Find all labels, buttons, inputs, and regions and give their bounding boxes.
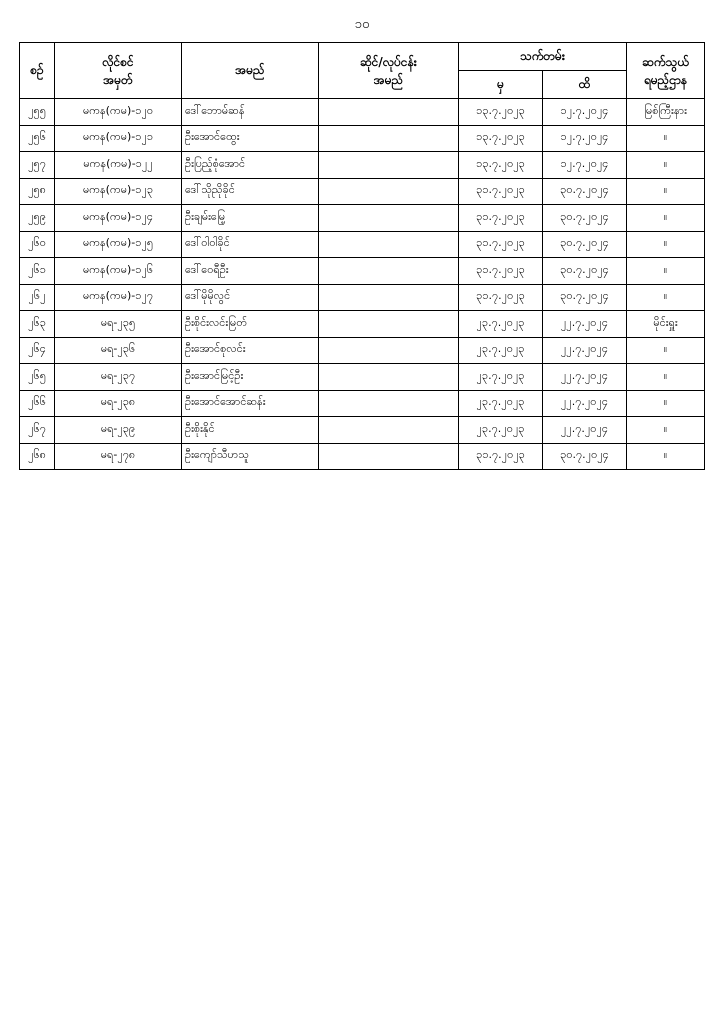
cell-license: မကန(ကမ)-၁၂၇ <box>55 284 182 311</box>
cell-contact: ။ <box>627 125 705 152</box>
cell-from: ၃၁.၇.၂၀၂၃ <box>459 205 543 232</box>
cell-contact: ။ <box>627 284 705 311</box>
cell-shop <box>319 417 459 444</box>
table-row <box>20 443 705 470</box>
cell-from: ၃၁.၇.၂၀၂၃ <box>459 231 543 258</box>
table-row <box>20 99 705 126</box>
table-row <box>20 205 705 232</box>
cell-contact: မြစ်ကြီးနား <box>627 99 705 126</box>
cell-no: ၂၆၆ <box>20 390 55 417</box>
cell-name: ဦးအောင်မြင့်ဦး <box>182 364 319 391</box>
header-shop <box>319 43 459 99</box>
cell-shop <box>319 364 459 391</box>
cell-name: ဒေါ်ဝေရီဦး <box>182 258 319 285</box>
page-number: ၁၀ <box>354 17 370 32</box>
cell-name: ဒေါ်သိုညိုခိုင် <box>182 178 319 205</box>
cell-contact: မိုင်းရှူး <box>627 311 705 338</box>
table-body <box>20 99 705 470</box>
header-to: ထိ <box>543 71 627 99</box>
table-row <box>20 152 705 179</box>
cell-license: မကန(ကမ)-၁၂၅ <box>55 231 182 258</box>
cell-to: ၂၂.၇.၂၀၂၄ <box>543 311 627 338</box>
cell-contact: ။ <box>627 417 705 444</box>
cell-from: ၂၃.၇.၂၀၂၃ <box>459 337 543 364</box>
cell-from: ၃၁.၇.၂၀၂၃ <box>459 284 543 311</box>
cell-name: ဦးအောင်စုလင်း <box>182 337 319 364</box>
header-contact <box>627 43 705 99</box>
header-license-line2: အမှတ် <box>103 72 133 87</box>
table-row <box>20 125 705 152</box>
table-row <box>20 390 705 417</box>
cell-to: ၃၀.၇.၂၀၂၄ <box>543 231 627 258</box>
cell-from: ၁၃.၇.၂၀၂၃ <box>459 152 543 179</box>
cell-license: မရ-၂၃၉ <box>55 417 182 444</box>
cell-no: ၂၆၇ <box>20 417 55 444</box>
cell-contact: ။ <box>627 178 705 205</box>
cell-from: ၃၁.၇.၂၀၂၃ <box>459 178 543 205</box>
cell-name: ဦးချမ်းမြေ့ <box>182 205 319 232</box>
cell-from: ၁၃.၇.၂၀၂၃ <box>459 99 543 126</box>
cell-no: ၂၆၀ <box>20 231 55 258</box>
cell-to: ၂၂.၇.၂၀၂၄ <box>543 337 627 364</box>
cell-name: ဦးအောင်ထွေး <box>182 125 319 152</box>
table-row <box>20 258 705 285</box>
cell-shop <box>319 99 459 126</box>
cell-from: ၁၃.၇.၂၀၂၃ <box>459 125 543 152</box>
cell-from: ၂၃.၇.၂၀၂၃ <box>459 311 543 338</box>
cell-license: မရ-၂၇၈ <box>55 443 182 470</box>
cell-to: ၃၀.၇.၂၀၂၄ <box>543 258 627 285</box>
cell-from: ၂၃.၇.၂၀၂၃ <box>459 390 543 417</box>
cell-name: ဒေါ်မိုမိုလွင် <box>182 284 319 311</box>
cell-no: ၂၅၉ <box>20 205 55 232</box>
license-register-table <box>19 42 705 470</box>
cell-shop <box>319 337 459 364</box>
cell-no: ၂၆၃ <box>20 311 55 338</box>
cell-license: မရ-၂၃၈ <box>55 390 182 417</box>
cell-contact: ။ <box>627 337 705 364</box>
cell-from: ၃၁.၇.၂၀၂၃ <box>459 258 543 285</box>
cell-no: ၂၅၇ <box>20 152 55 179</box>
table-row <box>20 284 705 311</box>
table-row <box>20 311 705 338</box>
cell-to: ၃၀.၇.၂၀၂၄ <box>543 205 627 232</box>
header-shop-line2: အမည် <box>373 72 404 87</box>
table-row <box>20 417 705 444</box>
cell-from: ၂၃.၇.၂၀၂၃ <box>459 364 543 391</box>
cell-shop <box>319 152 459 179</box>
header-contact-line1: ဆက်သွယ် <box>642 54 689 69</box>
cell-license: မကန(ကမ)-၁၂၀ <box>55 99 182 126</box>
cell-no: ၂၅၈ <box>20 178 55 205</box>
header-name: အမည် <box>182 43 319 99</box>
cell-shop <box>319 258 459 285</box>
cell-no: ၂၆၂ <box>20 284 55 311</box>
cell-to: ၂၂.၇.၂၀၂၄ <box>543 364 627 391</box>
cell-license: မရ-၂၃၇ <box>55 364 182 391</box>
cell-to: ၁၂.၇.၂၀၂၄ <box>543 125 627 152</box>
cell-license: မကန(ကမ)-၁၂၆ <box>55 258 182 285</box>
cell-license: မကန(ကမ)-၁၂၁ <box>55 125 182 152</box>
cell-license: မကန(ကမ)-၁၂၄ <box>55 205 182 232</box>
cell-no: ၂၅၅ <box>20 99 55 126</box>
cell-to: ၂၂.၇.၂၀၂၄ <box>543 417 627 444</box>
header-no: စဉ် <box>20 43 55 99</box>
cell-license: မရ-၂၃၅ <box>55 311 182 338</box>
cell-to: ၁၂.၇.၂၀၂၄ <box>543 99 627 126</box>
cell-contact: ။ <box>627 258 705 285</box>
cell-contact: ။ <box>627 390 705 417</box>
cell-name: ဒေါ်ဘောမ်ဆန် <box>182 99 319 126</box>
cell-name: ဦးပြည့်စုံအောင် <box>182 152 319 179</box>
cell-name: ဦးစိုင်းလင်းမြတ် <box>182 311 319 338</box>
cell-no: ၂၆၁ <box>20 258 55 285</box>
cell-no: ၂၆၄ <box>20 337 55 364</box>
cell-name: ဦးစိုးနိုင် <box>182 417 319 444</box>
cell-shop <box>319 205 459 232</box>
cell-shop <box>319 390 459 417</box>
cell-no: ၂၆၈ <box>20 443 55 470</box>
cell-from: ၃၁.၇.၂၀၂၃ <box>459 443 543 470</box>
cell-name: ဒေါ်ဝါဝါခိုင် <box>182 231 319 258</box>
cell-no: ၂၆၅ <box>20 364 55 391</box>
cell-contact: ။ <box>627 443 705 470</box>
cell-shop <box>319 231 459 258</box>
cell-license: မကန(ကမ)-၁၂၃ <box>55 178 182 205</box>
cell-shop <box>319 311 459 338</box>
header-contact-line2: ရမည့်ဌာန <box>643 72 688 87</box>
cell-name: ဦးအောင်အောင်ဆန်း <box>182 390 319 417</box>
table-row <box>20 178 705 205</box>
cell-contact: ။ <box>627 205 705 232</box>
cell-shop <box>319 178 459 205</box>
header-validity: သက်တမ်း <box>459 43 627 71</box>
header-shop-line1: ဆိုင်/လုပ်ငန်း <box>360 54 417 69</box>
header-from: မှ <box>459 71 543 99</box>
cell-contact: ။ <box>627 231 705 258</box>
table-row <box>20 364 705 391</box>
cell-license: မရ-၂၃၆ <box>55 337 182 364</box>
cell-shop <box>319 284 459 311</box>
cell-to: ၃၀.၇.၂၀၂၄ <box>543 178 627 205</box>
table-row <box>20 231 705 258</box>
cell-contact: ။ <box>627 152 705 179</box>
header-license-line1: လိုင်စင် <box>102 54 134 69</box>
cell-to: ၃၀.၇.၂၀၂၄ <box>543 284 627 311</box>
cell-to: ၂၂.၇.၂၀၂၄ <box>543 390 627 417</box>
table-row <box>20 337 705 364</box>
cell-to: ၃၀.၇.၂၀၂၄ <box>543 443 627 470</box>
cell-name: ဦးကျော်သီဟသူ <box>182 443 319 470</box>
cell-license: မကန(ကမ)-၁၂၂ <box>55 152 182 179</box>
cell-contact: ။ <box>627 364 705 391</box>
cell-to: ၁၂.၇.၂၀၂၄ <box>543 152 627 179</box>
cell-shop <box>319 443 459 470</box>
cell-no: ၂၅၆ <box>20 125 55 152</box>
cell-from: ၂၃.၇.၂၀၂၃ <box>459 417 543 444</box>
cell-shop <box>319 125 459 152</box>
header-license <box>55 43 182 99</box>
